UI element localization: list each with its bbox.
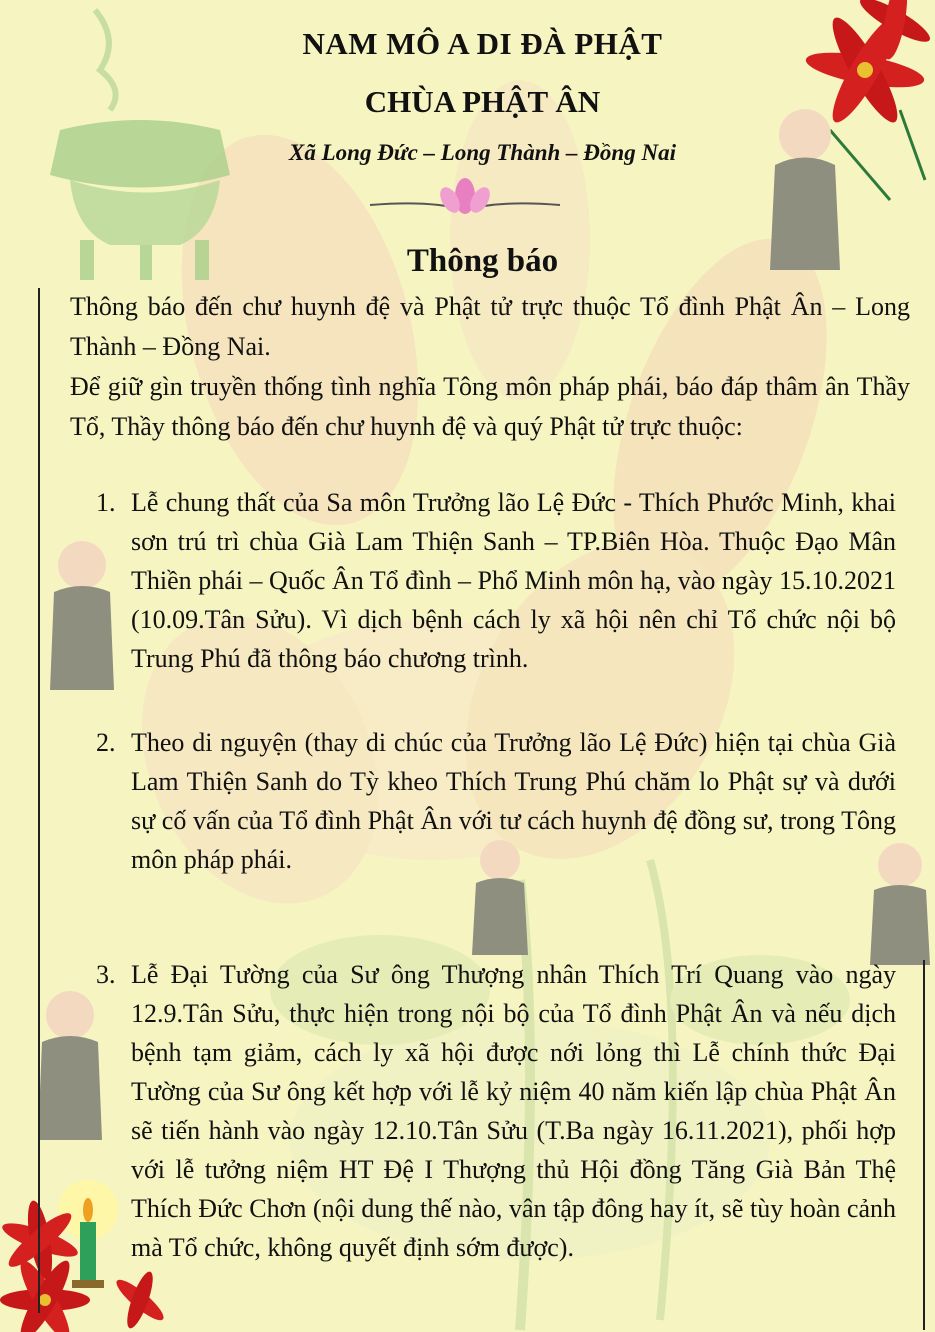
page-title: Thông báo	[406, 243, 559, 279]
list-item-text: Theo di nguyện (thay di chúc của Trưởng lão Lệ Đức) hiện tại chùa Già Lam Thiện Sanh do Tỳ kheo Thích Trung Phú chăm lo Phật sự và dưới sự cố vấn của Tổ đình Phật Ân với tư cách huynh đệ đồng sư, trong Tông môn pháp phái.	[131, 728, 896, 874]
temple-name: CHÙA PHẬT ÂN	[364, 84, 601, 119]
intro-paragraph-1: Thông báo đến chư huynh đệ và Phật tử trực thuộc Tổ đình Phật Ân – Long Thành – Đồng Nai.	[70, 292, 910, 361]
monk-figure-icon	[38, 991, 102, 1140]
left-border-rule	[38, 288, 40, 1313]
list-item-text: Lễ chung thất của Sa môn Trưởng lão Lệ Đức - Thích Phước Minh, khai sơn trú trì chùa Già Lam Thiện Sanh – TP.Biên Hòa. Thuộc Đạo Mân Thiền phái – Quốc Ân Tổ đình – Phổ Minh môn hạ, vào ngày 15.10.2021 (10.09.Tân Sửu). Vì dịch bệnh cách ly xã hội nên chỉ Tổ chức nội bộ Trung Phú đã thông báo chương trình.	[131, 488, 896, 673]
header-chant: NAM MÔ A DI ĐÀ PHẬT	[302, 26, 663, 61]
list-item-number: 3.	[96, 960, 116, 989]
temple-address: Xã Long Đức – Long Thành – Đồng Nai	[289, 140, 676, 165]
list-item	[96, 955, 896, 1267]
intro-paragraph-2: Để giữ gìn truyền thống tình nghĩa Tông môn pháp phái, báo đáp thâm ân Thầy Tổ, Thầy thông báo đến chư huynh đệ và quý Phật tử trực thuộc:	[70, 372, 910, 441]
right-border-rule	[923, 960, 925, 1330]
list-item-text: Lễ Đại Tường của Sư ông Thượng nhân Thích Trí Quang vào ngày 12.9.Tân Sửu, thực hiện trong nội bộ của Tổ đình Phật Ân và nếu dịch bệnh tạm giảm, cách ly xã hội được nới lỏng thì Lễ chính thức Đại Tường của Sư ông kết hợp với lễ kỷ niệm 40 năm kiến lập chùa Phật Ân sẽ tiến hành vào ngày 12.10.Tân Sửu (T.Ba ngày 16.11.2021), phối hợp với lễ tưởng niệm HT Đệ I Thượng thủ Hội đồng Tăng Già Bản Thệ Thích Đức Chơn (nội dung thế nào, vân tập đông hay ít, sẽ tùy hoàn cảnh mà Tổ chức, không quyết định sớm được).	[131, 960, 896, 1262]
list-item	[96, 483, 896, 678]
list-item-number: 2.	[96, 728, 116, 757]
list-item-number: 1.	[96, 488, 116, 517]
list-item	[96, 723, 896, 879]
